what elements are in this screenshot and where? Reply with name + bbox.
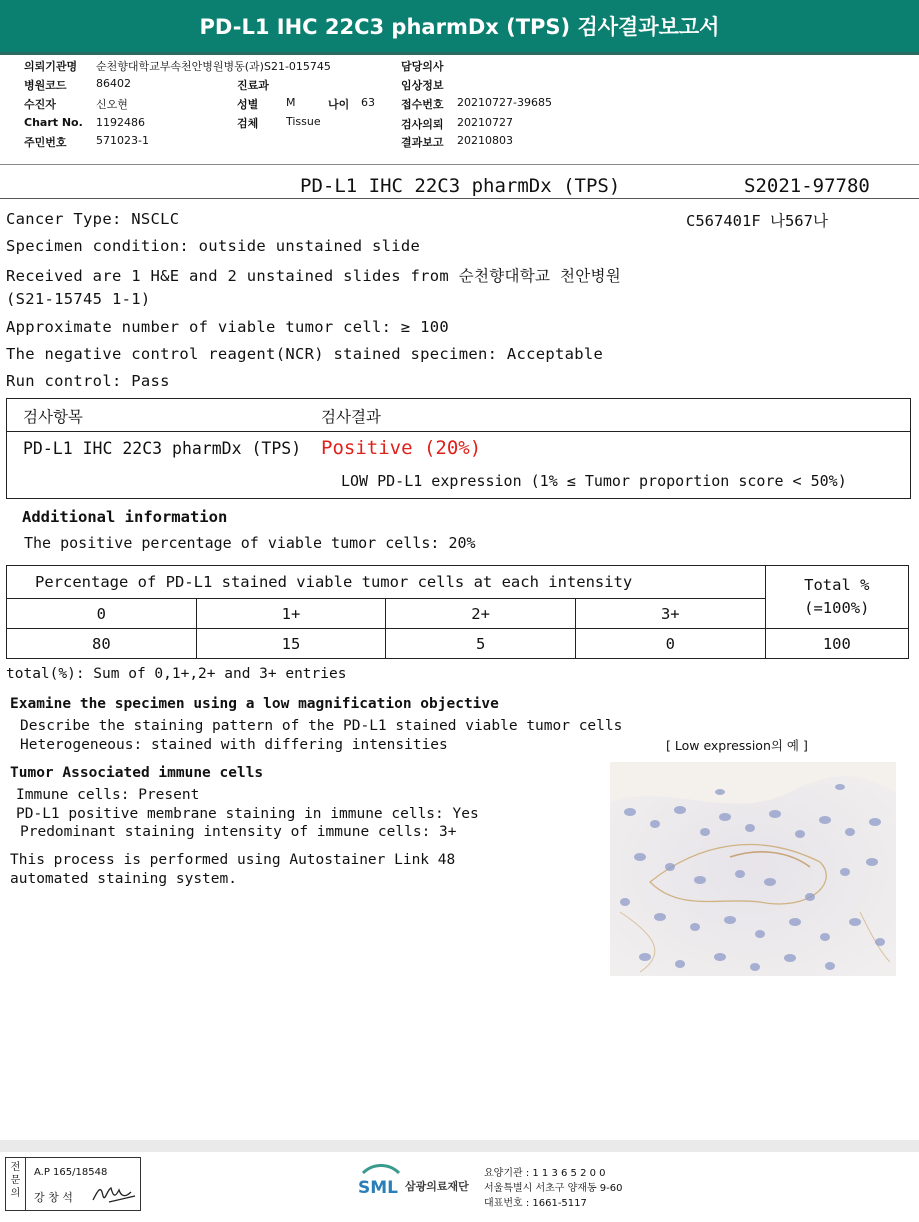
cancer-type: Cancer Type: NSCLC [6,210,180,228]
ap-number: A.P 165/18548 [34,1167,108,1178]
result-interpretation: LOW PD-L1 expression (1% ≤ Tumor proportion score < 50%) [341,472,847,490]
age-label: 나이 [328,98,350,111]
org-name: 삼광의료재단 [405,1180,469,1193]
value-2: 5 [386,629,576,659]
sample-code: C567401F 나567나 [686,212,828,230]
chart-no-value: 1192486 [96,116,145,129]
clinical-info-label: 임상정보 [401,79,444,92]
report-number: S2021-97780 [744,175,870,197]
institution-label: 의뢰기관명 [24,60,78,73]
ihc-stain-image [610,762,896,976]
additional-text: The positive percentage of viable tumor cells: 20% [24,534,476,552]
signature-stamp [5,1157,141,1211]
logo-text: SML [358,1178,398,1198]
result-value: Positive (20%) [321,437,482,459]
value-3: 0 [575,629,765,659]
header-divider [0,164,919,165]
institution-value: 순천향대학교부속천안병원병동(과)S21-015745 [96,60,331,73]
total-header-line1: Total % [804,576,870,594]
hospital-code-value: 86402 [96,77,131,90]
examine-heading: Examine the specimen using a low magnification objective [10,696,499,712]
request-date-label: 검사의뢰 [401,118,444,131]
request-date-value: 20210727 [457,116,513,129]
immune-line2: PD-L1 positive membrane staining in immune cells: Yes [16,806,479,822]
stamp-label: 전문의 [6,1158,26,1210]
additional-heading: Additional information [22,508,228,526]
resident-no-label: 주민번호 [24,136,67,149]
total-header [765,566,908,629]
image-caption: [ Low expression의 예 ] [666,738,808,753]
doctor-label: 담당의사 [401,60,444,73]
immune-line3: Predominant staining intensity of immune cells: 3+ [20,824,457,840]
sml-logo-icon [357,1163,403,1199]
receipt-no-value: 20210727-39685 [457,96,552,109]
report-date-value: 20210803 [457,134,513,147]
process-line1: This process is performed using Autostainer Link 48 [10,852,456,868]
title-divider [0,198,919,199]
sex-label: 성별 [237,98,259,111]
total-header-line2: (=100%) [804,599,870,617]
result-table [6,398,911,499]
received-slides: Received are 1 H&E and 2 unstained slides from 순천향대학교 천안병원 [6,267,622,285]
age-value: 63 [361,96,375,109]
report-title: PD-L1 IHC 22C3 pharmDx (TPS) 검사결과보고서 [199,15,720,39]
examine-line2: Heterogeneous: stained with differing intensities [20,737,448,753]
patient-value: 신오현 [96,98,128,111]
level-2: 2+ [386,599,576,629]
test-name-heading: PD-L1 IHC 22C3 pharmDx (TPS) [300,175,621,197]
result-table-divider [7,431,910,432]
chart-no-label: Chart No. [24,116,83,129]
specimen-condition: Specimen condition: outside unstained slide [6,237,421,255]
patient-label: 수진자 [24,98,56,111]
ncr-status: The negative control reagent(NCR) stained specimen: Acceptable [6,345,604,363]
signature-icon [91,1182,137,1206]
immune-line1: Immune cells: Present [16,787,200,803]
intensity-header: Percentage of PD-L1 stained viable tumor cells at each intensity [7,566,766,599]
viable-tumor-cells: Approximate number of viable tumor cell: ≥ 100 [6,318,450,336]
intensity-table [6,565,909,659]
result-col-item: 검사항목 [23,408,83,426]
sex-value: M [286,96,296,109]
intensity-note: total(%): Sum of 0,1+,2+ and 3+ entries [6,666,347,682]
level-0: 0 [7,599,197,629]
specimen-label: 검체 [237,117,259,130]
receipt-no-label: 접수번호 [401,98,444,111]
report-date-label: 결과보고 [401,136,444,149]
immune-heading: Tumor Associated immune cells [10,765,264,781]
org-address: 서울특별시 서초구 양재동 9-60 [484,1183,623,1194]
resident-no-value: 571023-1 [96,134,149,147]
hospital-code-label: 병원코드 [24,79,67,92]
process-line2: automated staining system. [10,871,237,887]
report-title-bar [0,0,919,55]
footer-band [0,1140,919,1152]
org-code: 요양기관 : 1 1 3 6 5 2 0 0 [484,1168,606,1179]
result-item: PD-L1 IHC 22C3 pharmDx (TPS) [23,439,302,458]
examine-line1: Describe the staining pattern of the PD-L1 stained viable tumor cells [20,718,623,734]
value-1: 15 [196,629,386,659]
run-control: Run control: Pass [6,372,170,390]
result-col-result: 검사결과 [321,408,381,426]
specimen-value: Tissue [286,115,321,128]
value-0: 80 [7,629,197,659]
sml-logo [357,1163,403,1203]
received-code: (S21-15745 1-1) [6,290,151,308]
level-3: 3+ [575,599,765,629]
department-label: 진료과 [237,79,269,92]
value-total: 100 [765,629,908,659]
doctor-name: 강 창 석 [34,1191,73,1204]
org-phone: 대표번호 : 1661-5117 [484,1198,587,1209]
level-1: 1+ [196,599,386,629]
